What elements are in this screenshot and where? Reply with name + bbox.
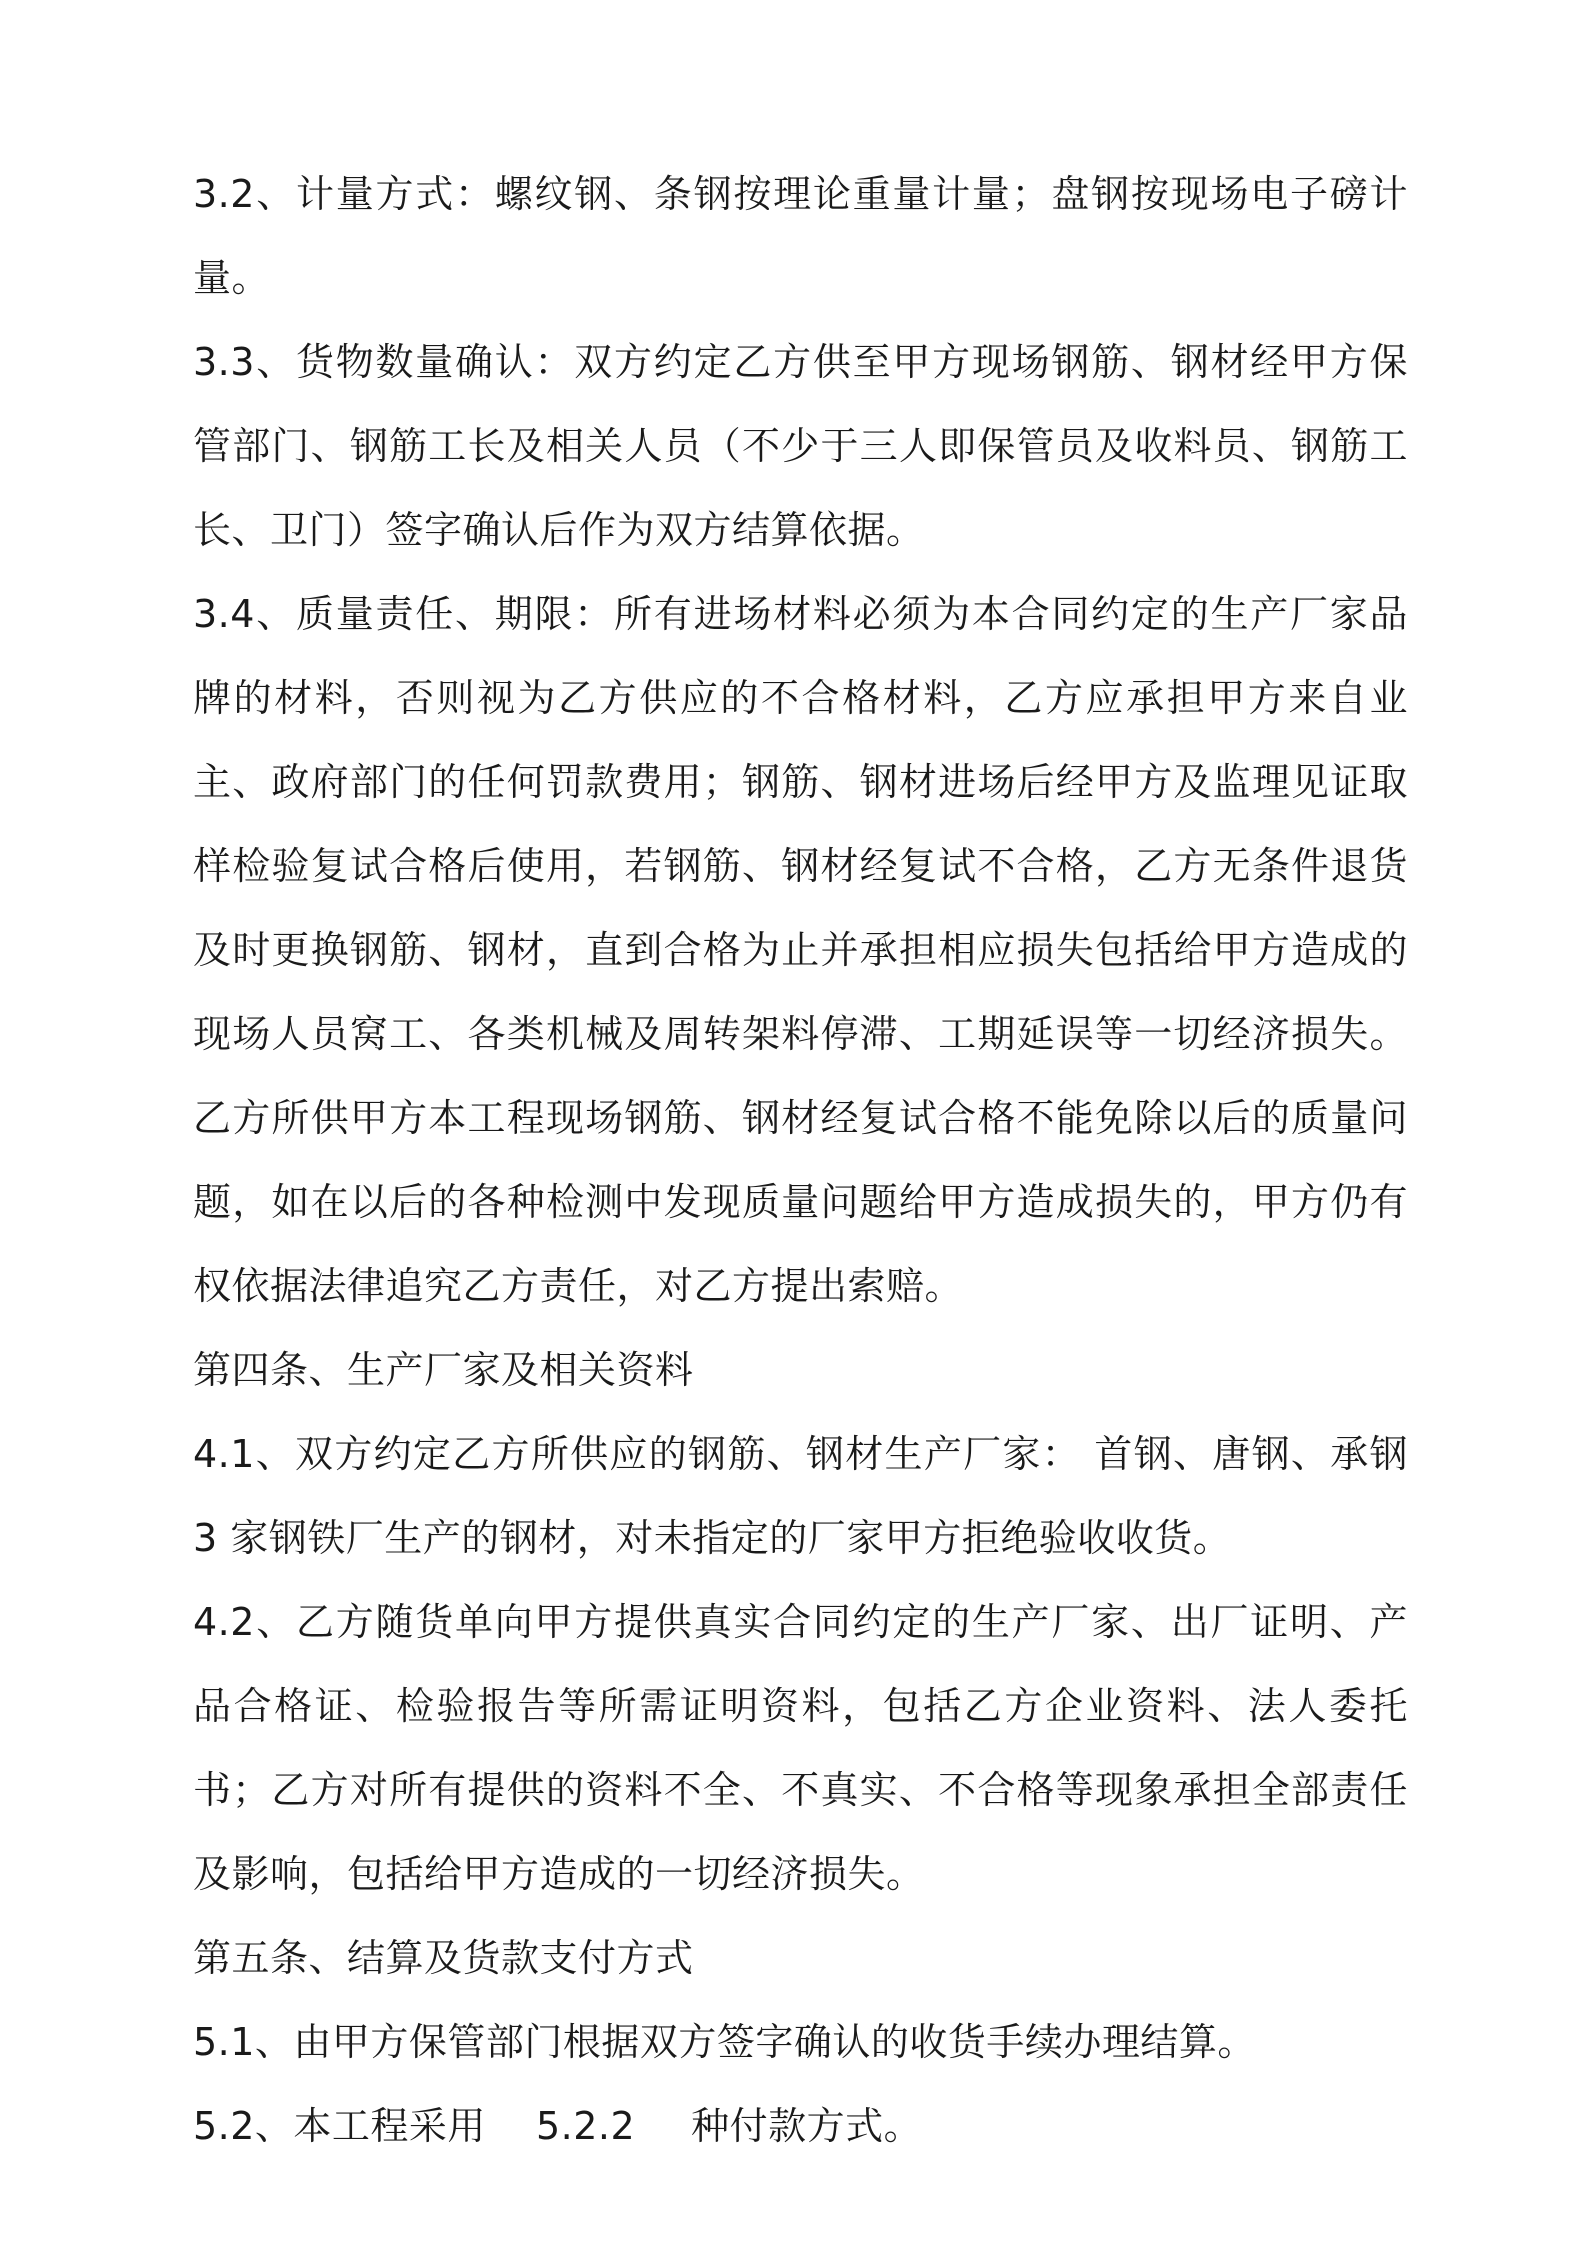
clause-5-1: 5.1、由甲方保管部门根据双方签字确认的收货手续办理结算。: [193, 2020, 1256, 2064]
section-heading-5: 第五条、结算及货款支付方式: [193, 1936, 694, 1980]
clause-5-2-suffix: 种付款方式。: [691, 2104, 923, 2148]
clause-5-2: [193, 2084, 1408, 2168]
clause-3-4: 3.4、质量责任、期限：所有进场材料必须为本合同约定的生产厂家品牌的材料，否则视为乙方供应的不合格材料，乙方应承担甲方来自业主、政府部门的任何罚款费用；钢筋、钢材进场后经甲方及监理见证取样检验复试合格后使用，若钢筋、钢材经复试不合格，乙方无条件退货及时更换钢筋、钢材，直到合格为止并承担相应损失包括给甲方造成的现场人员窝工、各类机械及周转架料停滞、工期延误等一切经济损失。乙方所供甲方本工程现场钢筋、钢材经复试合格不能免除以后的质量问题，如在以后的各种检测中发现质量问题给甲方造成损失的，甲方仍有权依据法律追究乙方责任，对乙方提出索赔。: [193, 592, 1408, 1308]
clause-5-2-prefix: 5.2、本工程采用: [193, 2104, 486, 2148]
clause-3-2: 3.2、计量方式：螺纹钢、条钢按理论重量计量；盘钢按现场电子磅计量。: [193, 172, 1408, 300]
clause-3-3: 3.3、货物数量确认：双方约定乙方供至甲方现场钢筋、钢材经甲方保管部门、钢筋工长及相关人员（不少于三人即保管员及收料员、钢筋工长、卫门）签字确认后作为双方结算依据。: [193, 340, 1408, 552]
clause-4-1: 4.1、双方约定乙方所供应的钢筋、钢材生产厂家： 首钢、唐钢、承钢 3 家钢铁厂生产的钢材，对未指定的厂家甲方拒绝验收收货。: [193, 1432, 1408, 1560]
document-page: [193, 152, 1408, 2168]
clause-4-2: 4.2、乙方随货单向甲方提供真实合同约定的生产厂家、出厂证明、产品合格证、检验报告等所需证明资料，包括乙方企业资料、法人委托书；乙方对所有提供的资料不全、不真实、不合格等现象承担全部责任及影响，包括给甲方造成的一切经济损失。: [193, 1600, 1408, 1896]
clause-5-2-value: 5.2.2: [535, 2104, 636, 2148]
section-heading-4: 第四条、生产厂家及相关资料: [193, 1348, 694, 1392]
